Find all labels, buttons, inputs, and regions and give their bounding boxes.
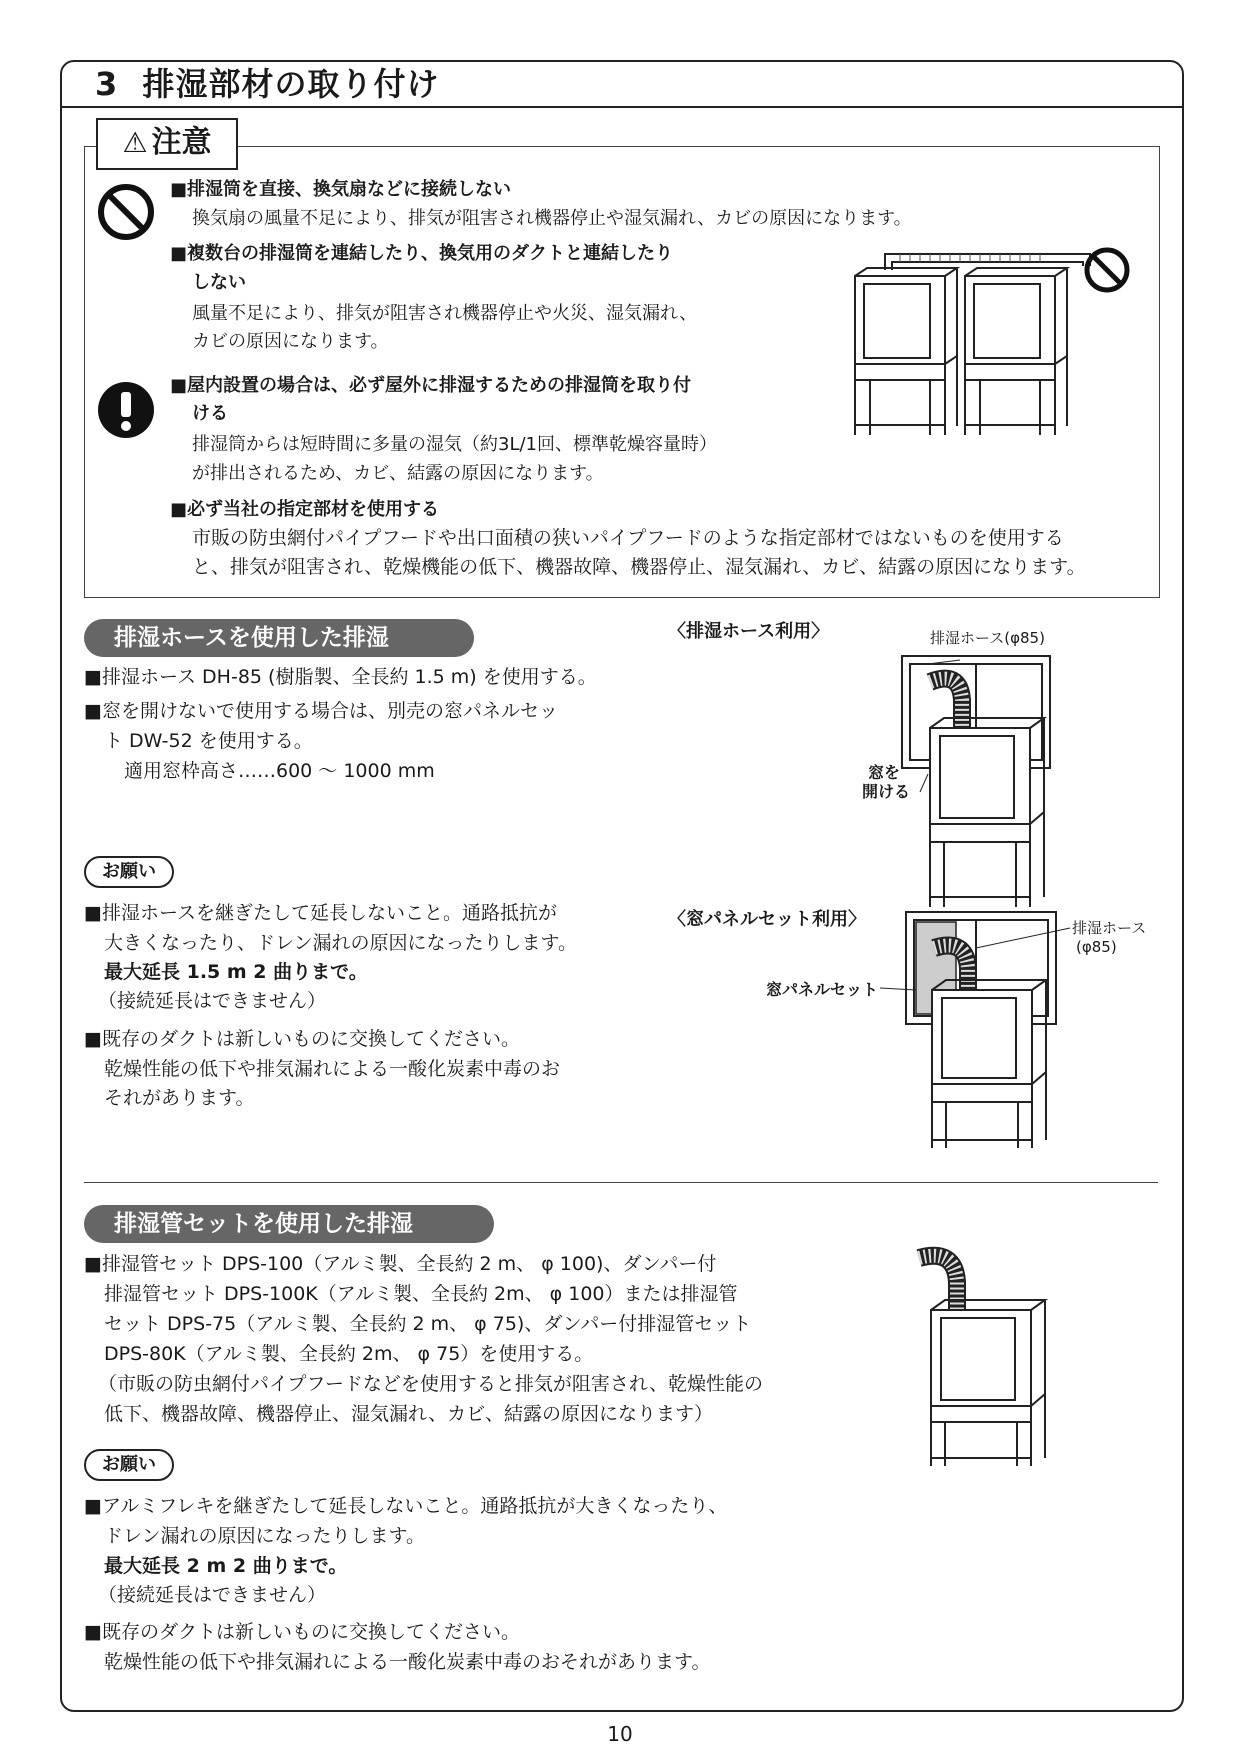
caution-2-heading: しない [192, 272, 246, 293]
hose-window-illustration [900, 652, 1060, 914]
fig2-panel-label: 窓パネルセット [766, 980, 879, 999]
hose-note-bold: 最大延長 1.5 m 2 曲りまで。 [104, 961, 368, 983]
pipe-note: ■アルミフレキを継ぎたして延長しないこと。通路抵抗が大きくなったり、 [84, 1495, 728, 1517]
hose-text: ■排湿ホース DH-85 (樹脂製、全長約 1.5 m) を使用する。 [84, 666, 597, 688]
pipe-text: （市販の防虫網付パイプフードなどを使用すると排気が阻害され、乾燥性能の [98, 1373, 764, 1395]
mandatory-exclamation-icon [96, 380, 156, 440]
window-panel-illustration [880, 908, 1080, 1150]
fig1-window-label: 開ける [862, 782, 911, 801]
fig2-hose-label: (φ85) [1076, 938, 1117, 956]
pipe-section-title: 排湿管セットを使用した排湿 [84, 1205, 494, 1243]
pipe-text: 低下、機器故障、機器停止、湿気漏れ、カビ、結露の原因になります） [104, 1403, 713, 1425]
warning-triangle-icon: ⚠ [122, 126, 148, 159]
section-title: 3 排湿部材の取り付け [95, 65, 440, 103]
caution-4-text: 市販の防虫網付パイプフードや出口面積の狭いパイプフードのような指定部材ではないものを使用する [192, 527, 1064, 549]
hose-text: ト DW-52 を使用する。 [104, 730, 313, 752]
pipe-text: DPS-80K（アルミ製、全長約 2m、 φ 75）を使用する。 [104, 1343, 594, 1365]
hose-section-title: 排湿ホースを使用した排湿 [84, 619, 474, 657]
caution-1-text: 換気扇の風量不足により、排気が阻害され機器停止や湿気漏れ、カビの原因になります。 [192, 208, 912, 229]
pipe-note-paren: （接続延長はできません） [98, 1584, 327, 1606]
pipe-set-illustration [905, 1238, 1055, 1470]
caution-2-heading: ■複数台の排湿筒を連結したり、換気用のダクトと連結したり [170, 243, 674, 264]
hose-text: 適用窓枠高さ……600 ～ 1000 mm [124, 760, 435, 782]
caution-3-text: 排湿筒からは短時間に多量の湿気（約3L/1回、標準乾燥容量時） [192, 434, 717, 455]
hose-note-paren: （接続延長はできません） [98, 990, 327, 1012]
pipe-text: 排湿管セット DPS-100K（アルミ製、全長約 2m、 φ 100）または排湿管 [104, 1283, 738, 1305]
caution-3-heading: ■屋内設置の場合は、必ず屋外に排湿するための排湿筒を取り付 [170, 375, 692, 396]
pipe-note: ドレン漏れの原因になったりします。 [104, 1525, 426, 1547]
pipe-note2: 乾燥性能の低下や排気漏れによる一酸化炭素中毒のおそれがあります。 [104, 1651, 711, 1673]
pipe-note2: ■既存のダクトは新しいものに交換してください。 [84, 1621, 520, 1643]
hose-note2: それがあります。 [104, 1087, 255, 1109]
prohibited-icon [96, 182, 156, 242]
request-badge: お願い [84, 856, 174, 888]
caution-3-heading: ける [192, 403, 228, 424]
fig2-caption: 〈窓パネルセット利用〉 [668, 909, 866, 930]
fig1-hose-label: 排湿ホース(φ85) [930, 629, 1045, 647]
fig1-window-label: 窓を [868, 763, 901, 782]
caution-2-text: 風量不足により、排気が阻害され機器停止や火災、湿気漏れ、 [192, 303, 698, 324]
caution-3-text: が排出されるため、カビ、結露の原因になります。 [192, 463, 604, 484]
fig2-hose-label: 排湿ホース [1072, 919, 1147, 937]
hose-note2: 乾燥性能の低下や排気漏れによる一酸化炭素中毒のお [104, 1058, 561, 1080]
hose-note: 大きくなったり、ドレン漏れの原因になったりします。 [104, 932, 578, 954]
section-divider [84, 1182, 1158, 1183]
request-badge: お願い [84, 1449, 174, 1481]
pipe-note-bold: 最大延長 2 m 2 曲りまで。 [104, 1555, 348, 1577]
pipe-text: セット DPS-75（アルミ製、全長約 2 m、 φ 75)、ダンパー付排湿管セット [104, 1313, 752, 1335]
hose-note: ■排湿ホースを継ぎたして延長しないこと。通路抵抗が [84, 902, 558, 924]
caution-1-heading: ■排湿筒を直接、換気扇などに接続しない [170, 179, 512, 200]
hose-text: ■窓を開けないで使用する場合は、別売の窓パネルセッ [84, 700, 558, 722]
caution-4-heading: ■必ず当社の指定部材を使用する [170, 499, 440, 520]
fig1-caption: 〈排湿ホース利用〉 [668, 621, 830, 642]
pipe-text: ■排湿管セット DPS-100（アルミ製、全長約 2 m、 φ 100)、ダンパー付 [84, 1253, 717, 1275]
title-rule [60, 106, 1184, 108]
caution-4-text: と、排気が阻害され、乾燥機能の低下、機器故障、機器停止、湿気漏れ、カビ、結露の原因になります。 [192, 556, 1086, 578]
hose-note2: ■既存のダクトは新しいものに交換してください。 [84, 1028, 520, 1050]
caution-2-text: カビの原因になります。 [192, 331, 389, 352]
prohibited-icon [1082, 245, 1132, 295]
page-number: 10 [607, 1722, 633, 1746]
caution-tab: ⚠ 注意 [96, 118, 238, 170]
